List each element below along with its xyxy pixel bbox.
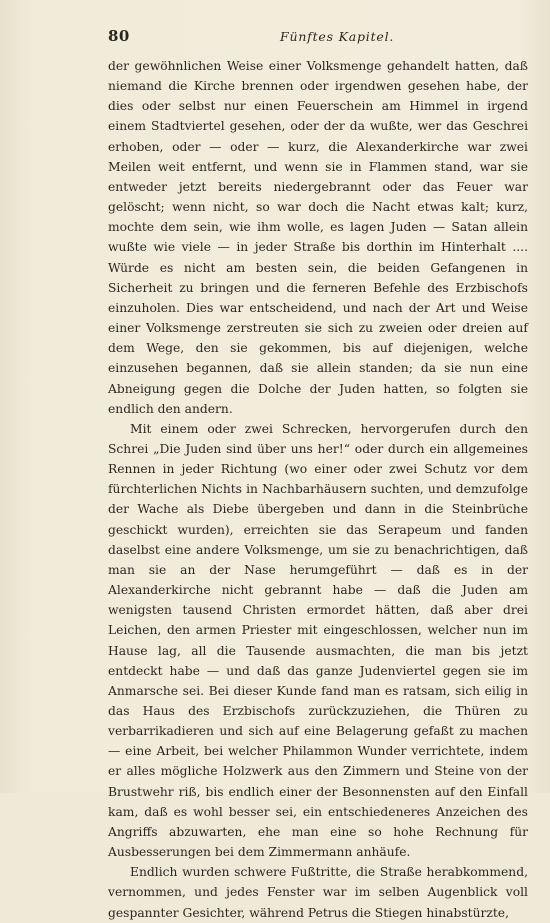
paragraph: der gewöhnlichen Weise einer Volksmenge gehandelt hatten, daß niemand die Kirche brennen oder irgendwen gesehen habe, der dies oder selbst nur einen Feuerschein am Himmel in irgend einem Stadtviertel gesehen, oder der da wußte, wer das Geschrei erhoben, oder — oder — kurz, die Alexanderkirche war zwei Meilen weit entfernt, und wenn sie in Flammen stand, war sie entweder jetzt bereits niedergebrannt oder das Feuer war gelöscht; wenn nicht, so war doch die Nacht etwas kalt; kurz, mochte dem sein, wie ihm wolle, es lagen Juden — Satan allein wußte wie viele — in jeder Straße bis dorthin im Hinterhalt .... Würde es nicht am besten sein, die beiden Gefangenen in Sicherheit zu bringen und die ferneren Befehle des Erzbischofs einzuholen. Dies war entscheidend, und nach der Art und Weise einer Volksmenge zerstreuten sie sich zu zweien oder dreien auf dem Wege, den sie gekommen, bis auf diejenigen, welche einzusehen begannen, daß sie allein standen; da sie nun eine Abneigung gegen die Dolche der Juden hatten, so folgten sie endlich den andern. (108, 59, 528, 416)
paragraph: Endlich wurden schwere Fußtritte, die Straße herabkommend, vernommen, und jedes Fenster war im selben Augenblick voll gespannter Gesichter, während Petrus die Stiegen hinabstürzte, (108, 865, 528, 920)
paragraph: Mit einem oder zwei Schrecken, hervorgerufen durch den Schrei „Die Juden sind über uns her!“ oder durch ein allgemeines Rennen in jeder Richtung (wo einer oder zwei Schutz vor dem fürchterlichen Nichts in Nachbarhäusern suchten, und demzufolge der Wache als Diebe übergeben und dann in die Steinbrüche geschickt wurden), erreichten sie das Serapeum und fanden daselbst eine andere Volksmenge, um sie zu benachrichtigen, daß man sie an der Nase herumgeführt — daß es in der Alexanderkirche nicht gebrannt habe — daß die Juden am wenigsten tausend Christen ermordet hätten, daß aber drei Leichen, den armen Priester mit eingeschlossen, welcher nun im Hause lag, all die Tausende ausmachten, die man bis jetzt entdeckt habe — und daß das ganze Judenviertel gegen sie im Anmarsche sei. Bei dieser Kunde fand man es ratsam, sich eilig in das Haus des Erzbischofs zurückzuziehen, die Thüren zu verbarrikadieren und sich auf eine Belagerung gefaßt zu machen — eine Arbeit, bei welcher Philammon Wunder verrichtete, indem er alles mögliche Holzwerk aus den Zimmern und Steine von der Brustwehr riß, bis endlich einer der Besonnensten auf den Einfall kam, daß es wohl besser sei, ein entschiedeneres Anzeichen des Angriffs abzuwarten, ehe man eine so hohe Rechnung für Ausbesserungen bei dem Zimmermann anhäufe. (108, 421, 528, 860)
running-head: Fünftes Kapitel. (280, 29, 395, 44)
page-header (108, 27, 528, 47)
page-number: 80 (108, 27, 130, 45)
